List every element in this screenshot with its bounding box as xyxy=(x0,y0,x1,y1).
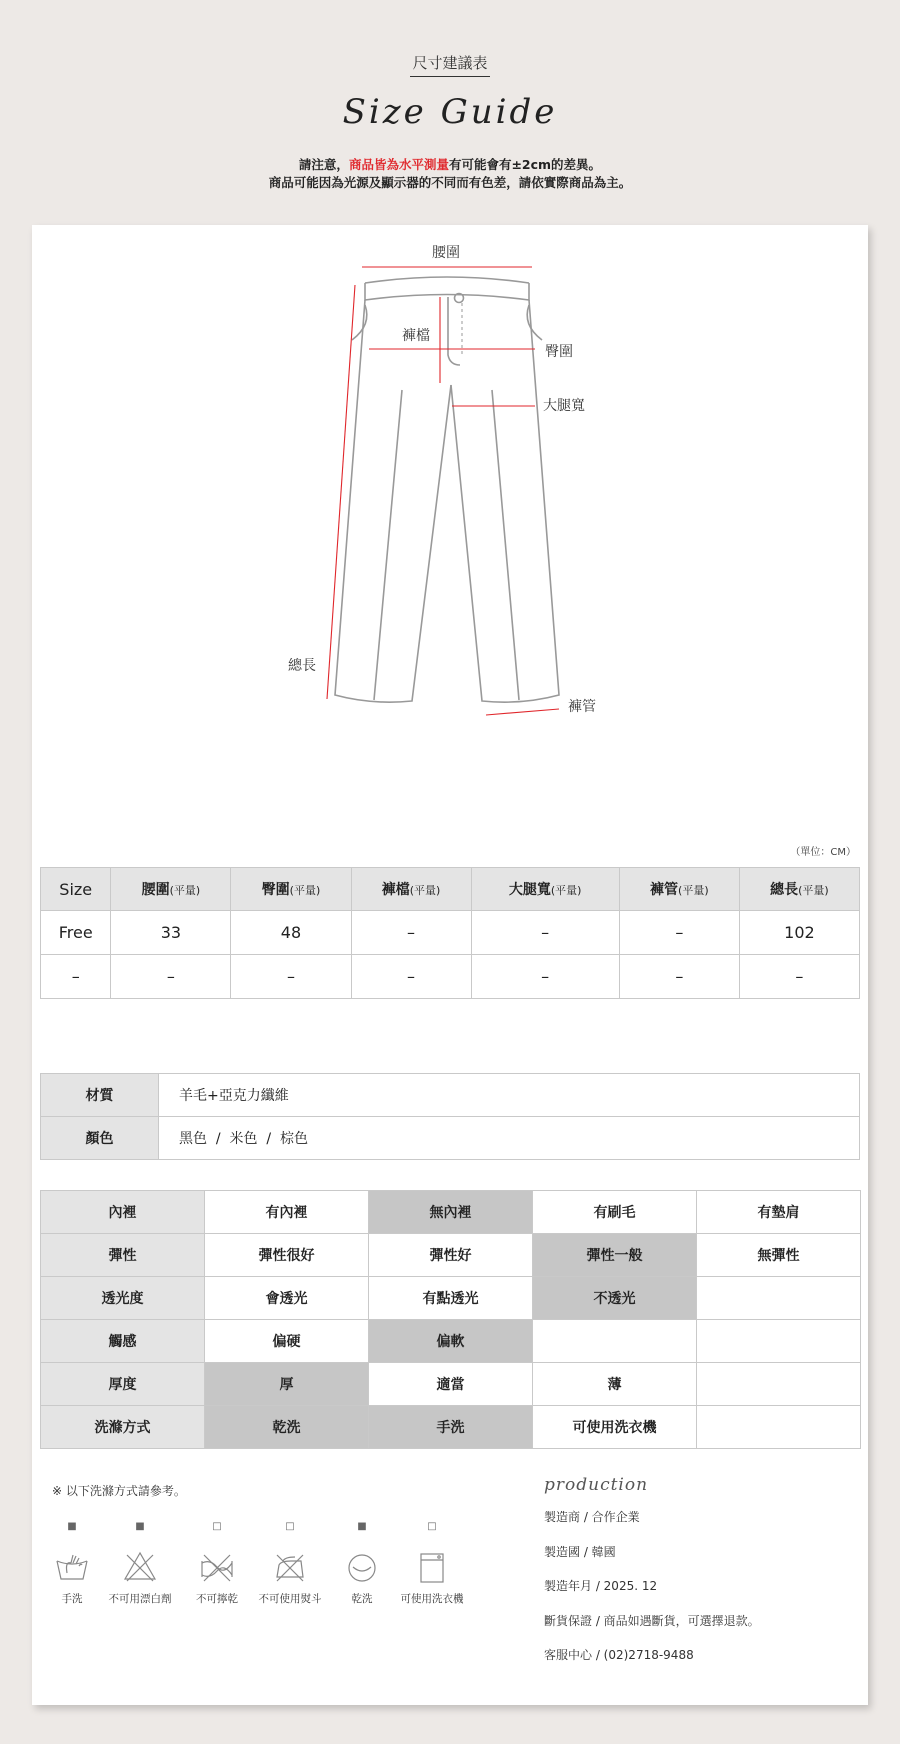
label-length: 總長 xyxy=(288,658,316,674)
care-label: 乾洗 xyxy=(351,1593,373,1605)
attribute-option: 有點透光 xyxy=(369,1277,533,1320)
attribute-label: 彈性 xyxy=(41,1234,205,1277)
header-hem: 褲管(平量) xyxy=(619,868,739,911)
attribute-option: 手洗 xyxy=(369,1406,533,1449)
material-row xyxy=(41,1074,860,1117)
measurement-notice: 請注意，商品皆為水平測量有可能會有±2cm的差異。 商品可能因為光源及顯示器的不同而有色差，請依實際商品為主。 xyxy=(268,157,632,190)
attribute-option: 偏硬 xyxy=(205,1320,369,1363)
care-instructions xyxy=(44,1521,484,1631)
attribute-label: 內裡 xyxy=(41,1191,205,1234)
label-thigh: 大腿寬 xyxy=(543,398,585,414)
attribute-row xyxy=(41,1191,861,1234)
color-label: 顏色 xyxy=(41,1117,159,1160)
care-label: 不可使用熨斗 xyxy=(258,1593,322,1605)
notice-highlight: 商品皆為水平測量 xyxy=(348,157,449,172)
label-waist: 腰圍 xyxy=(432,245,460,261)
table-cell: – xyxy=(351,955,471,999)
care-item xyxy=(322,1521,402,1606)
attribute-option xyxy=(697,1320,861,1363)
table-cell: – xyxy=(231,955,351,999)
unchecked-box-icon: □ xyxy=(427,1521,437,1532)
table-cell: Free xyxy=(41,911,111,955)
attribute-option: 不透光 xyxy=(533,1277,697,1320)
attribute-row xyxy=(41,1234,861,1277)
table-cell: – xyxy=(739,955,859,999)
attribute-option: 彈性很好 xyxy=(205,1234,369,1277)
page-subtitle: 尺寸建議表 xyxy=(0,52,900,77)
label-hip: 臀圍 xyxy=(545,344,573,360)
attribute-option: 乾洗 xyxy=(205,1406,369,1449)
production-service: 客服中心 / (02)2718-9488 xyxy=(544,1648,694,1662)
attribute-option: 無彈性 xyxy=(697,1234,861,1277)
header-hip: 臀圍(平量) xyxy=(231,868,351,911)
table-cell: – xyxy=(619,955,739,999)
attribute-option: 可使用洗衣機 xyxy=(533,1406,697,1449)
attribute-label: 厚度 xyxy=(41,1363,205,1406)
attribute-option: 薄 xyxy=(533,1363,697,1406)
no-iron-icon xyxy=(250,1549,330,1587)
attribute-row xyxy=(41,1277,861,1320)
table-cell: – xyxy=(41,955,111,999)
table-cell: – xyxy=(619,911,739,955)
size-guide-card xyxy=(32,225,868,1705)
production-guarantee: 斷貨保證 / 商品如遇斷貨，可選擇退款。 xyxy=(544,1613,760,1628)
attribute-table xyxy=(40,1190,861,1449)
table-cell: – xyxy=(351,911,471,955)
table-row xyxy=(41,911,860,955)
header-waist: 腰圍(平量) xyxy=(111,868,231,911)
attribute-option: 偏軟 xyxy=(369,1320,533,1363)
checked-box-icon: ■ xyxy=(357,1521,367,1532)
attribute-row xyxy=(41,1406,861,1449)
material-table xyxy=(40,1073,860,1160)
unchecked-box-icon: □ xyxy=(212,1521,222,1532)
header-rise: 褲檔(平量) xyxy=(351,868,471,911)
production-manufacturer: 製造商 / 合作企業 xyxy=(544,1510,640,1524)
checked-box-icon: ■ xyxy=(135,1521,145,1532)
care-item xyxy=(392,1521,472,1606)
care-item xyxy=(250,1521,330,1606)
attribute-option: 彈性好 xyxy=(369,1234,533,1277)
attribute-row xyxy=(41,1320,861,1363)
color-row xyxy=(41,1117,860,1160)
care-label: 不可擰乾 xyxy=(196,1593,238,1605)
attribute-option: 有內裡 xyxy=(205,1191,369,1234)
table-row xyxy=(41,955,860,999)
unchecked-box-icon: □ xyxy=(285,1521,295,1532)
production-date: 製造年月 / 2025. 12 xyxy=(544,1579,658,1593)
table-cell: 33 xyxy=(111,911,231,955)
header-length: 總長(平量) xyxy=(739,868,859,911)
production-info xyxy=(544,1475,864,1682)
material-label: 材質 xyxy=(41,1074,159,1117)
table-cell: – xyxy=(471,955,619,999)
table-cell: – xyxy=(471,911,619,955)
attribute-row xyxy=(41,1363,861,1406)
attribute-option: 會透光 xyxy=(205,1277,369,1320)
attribute-option xyxy=(697,1363,861,1406)
header-thigh: 大腿寬(平量) xyxy=(471,868,619,911)
no-bleach-icon xyxy=(100,1549,180,1587)
label-rise: 褲檔 xyxy=(402,328,430,344)
attribute-option: 有墊肩 xyxy=(697,1191,861,1234)
attribute-option xyxy=(533,1320,697,1363)
care-label: 不可用漂白劑 xyxy=(108,1593,172,1605)
attribute-label: 觸感 xyxy=(41,1320,205,1363)
pants-diagram xyxy=(32,225,868,825)
care-note: ※ 以下洗滌方式請參考。 xyxy=(52,1484,186,1498)
page-title: Size Guide xyxy=(342,92,558,132)
attribute-option xyxy=(697,1277,861,1320)
attribute-option: 適當 xyxy=(369,1363,533,1406)
header-size: Size xyxy=(41,868,111,911)
attribute-option: 無內裡 xyxy=(369,1191,533,1234)
table-cell: 102 xyxy=(739,911,859,955)
attribute-option: 厚 xyxy=(205,1363,369,1406)
attribute-option xyxy=(697,1406,861,1449)
label-hem: 褲管 xyxy=(568,699,596,715)
care-item xyxy=(100,1521,180,1606)
color-value: 黑色 / 米色 / 棕色 xyxy=(159,1117,860,1160)
attribute-label: 透光度 xyxy=(41,1277,205,1320)
attribute-label: 洗滌方式 xyxy=(41,1406,205,1449)
checked-box-icon: ■ xyxy=(67,1521,77,1532)
size-table-header xyxy=(41,868,860,911)
dry-clean-icon xyxy=(322,1549,402,1587)
washing-machine-icon xyxy=(392,1549,472,1587)
production-country: 製造國 / 韓國 xyxy=(544,1544,616,1559)
attribute-option: 有刷毛 xyxy=(533,1191,697,1234)
table-cell: – xyxy=(111,955,231,999)
size-table xyxy=(40,867,860,999)
unit-label: （單位：CM） xyxy=(790,847,856,858)
production-title: production xyxy=(544,1475,649,1495)
no-wring-icon xyxy=(177,1549,257,1587)
care-label: 手洗 xyxy=(61,1593,83,1605)
care-item xyxy=(177,1521,257,1606)
attribute-option: 彈性一般 xyxy=(533,1234,697,1277)
care-label: 可使用洗衣機 xyxy=(400,1593,464,1605)
table-cell: 48 xyxy=(231,911,351,955)
material-value: 羊毛+亞克力纖維 xyxy=(159,1074,860,1117)
